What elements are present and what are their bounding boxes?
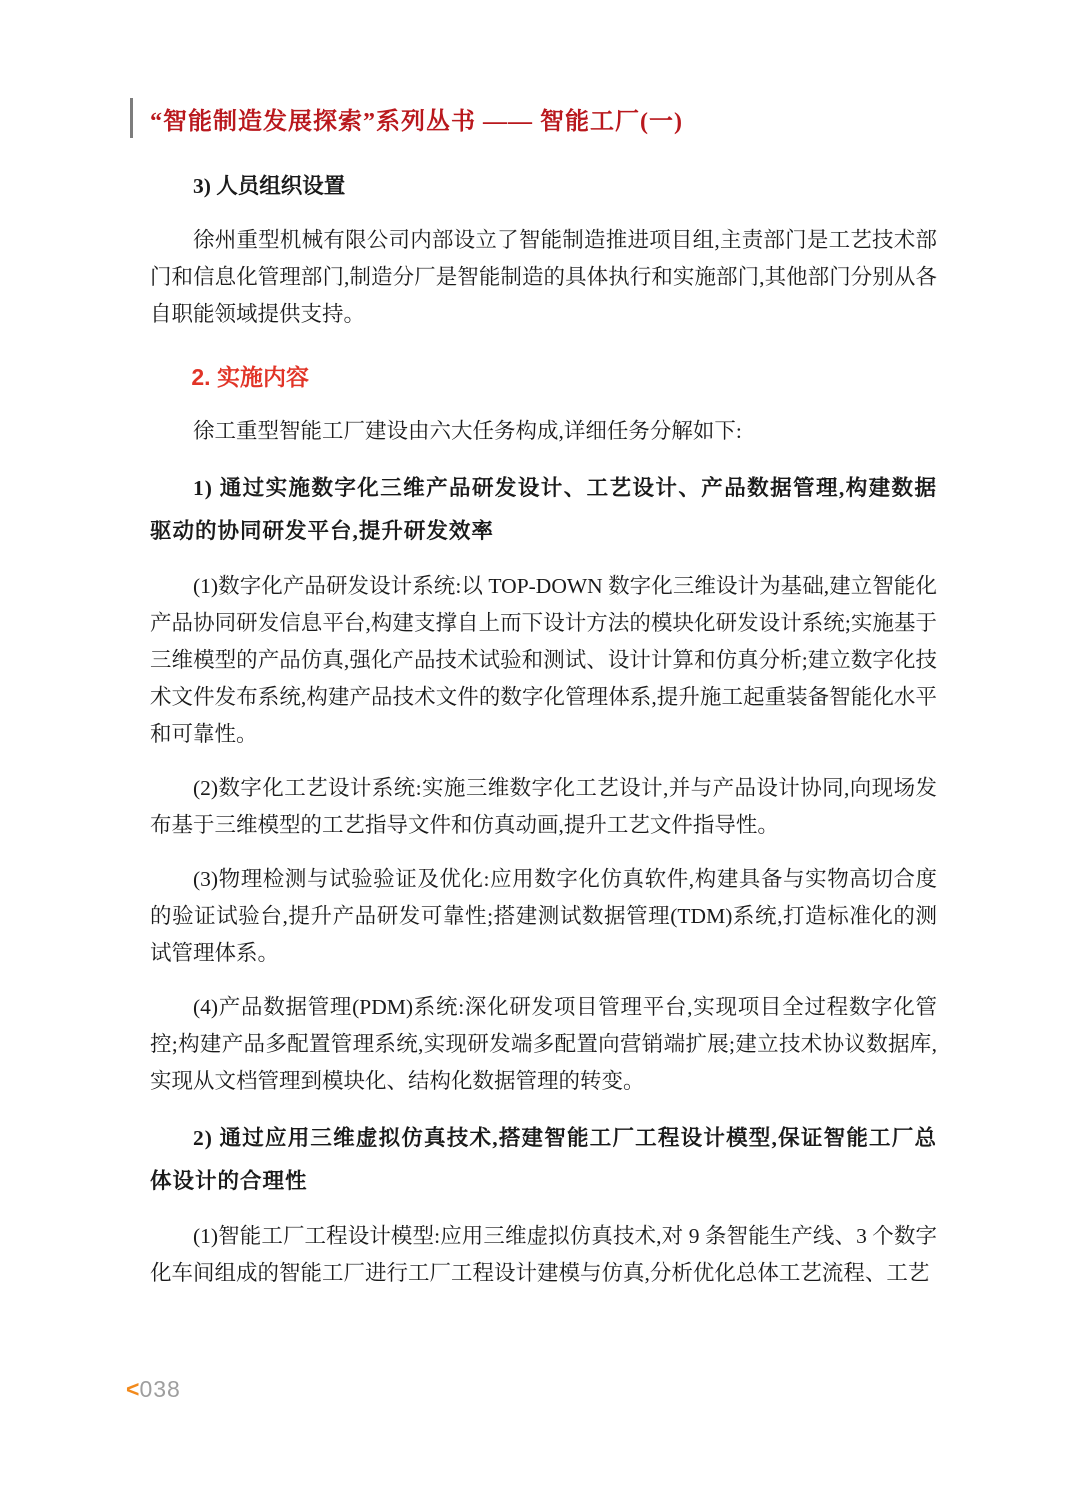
heading-task-1: 1) 通过实施数字化三维产品研发设计、工艺设计、产品数据管理,构建数据驱动的协同研发平台,提升研发效率 [150, 476, 937, 543]
series-title: “智能制造发展探索”系列丛书 —— 智能工厂(一) [150, 108, 683, 135]
header-vertical-rule [130, 98, 133, 138]
paragraph-section-intro: 徐工重型智能工厂建设由六大任务构成,详细任务分解如下: [193, 419, 742, 443]
paragraph-task2-item1: (1)智能工厂工程设计模型:应用三维虚拟仿真技术,对 9 条智能生产线、3 个数字化车间组成的智能工厂进行工厂工程设计建模与仿真,分析优化总体工艺流程、工艺 [150, 1224, 937, 1285]
paragraph-task1-item3: (3)物理检测与试验验证及优化:应用数字化仿真软件,构建具备与实物高切合度的验证试验台,提升产品研发可靠性;搭建测试数据管理(TDM)系统,打造标准化的测试管理体系。 [150, 867, 937, 965]
page-number-marker: < [126, 1376, 140, 1402]
page-footer [126, 1376, 181, 1403]
paragraph-task1-item1: (1)数字化产品研发设计系统:以 TOP-DOWN 数字化三维设计为基础,建立智能化产品协同研发信息平台,构建支撑自上而下设计方法的模块化研发设计系统;实施基于三维模型的产品仿真,强化产品技术试验和测试、设计计算和仿真分析;建立数字化技术文件发布系统,构建产品技术文件的数字化管理体系,提升施工起重装备智能化水平和可靠性。 [150, 574, 937, 746]
heading-task-2: 2) 通过应用三维虚拟仿真技术,搭建智能工厂工程设计模型,保证智能工厂总体设计的合理性 [150, 1126, 937, 1193]
page-header [130, 98, 683, 138]
paragraph-personnel-organization: 徐州重型机械有限公司内部设立了智能制造推进项目组,主责部门是工艺技术部门和信息化管理部门,制造分厂是智能制造的具体执行和实施部门,其他部门分别从各自职能领域提供支持。 [150, 228, 937, 326]
paragraph-task1-item2: (2)数字化工艺设计系统:实施三维数字化工艺设计,并与产品设计协同,向现场发布基于三维模型的工艺指导文件和仿真动画,提升工艺文件指导性。 [150, 776, 937, 837]
paragraph-task1-item4: (4)产品数据管理(PDM)系统:深化研发项目管理平台,实现项目全过程数字化管控;构建产品多配置管理系统,实现研发端多配置向营销端扩展;建立技术协议数据库,实现从文档管理到模块化、结构化数据管理的转变。 [150, 995, 937, 1093]
page-content [150, 168, 937, 1309]
heading-personnel-organization: 3) 人员组织设置 [193, 174, 346, 198]
heading-implementation-content: 2. 实施内容 [191, 364, 309, 390]
page-number: 038 [139, 1376, 181, 1402]
